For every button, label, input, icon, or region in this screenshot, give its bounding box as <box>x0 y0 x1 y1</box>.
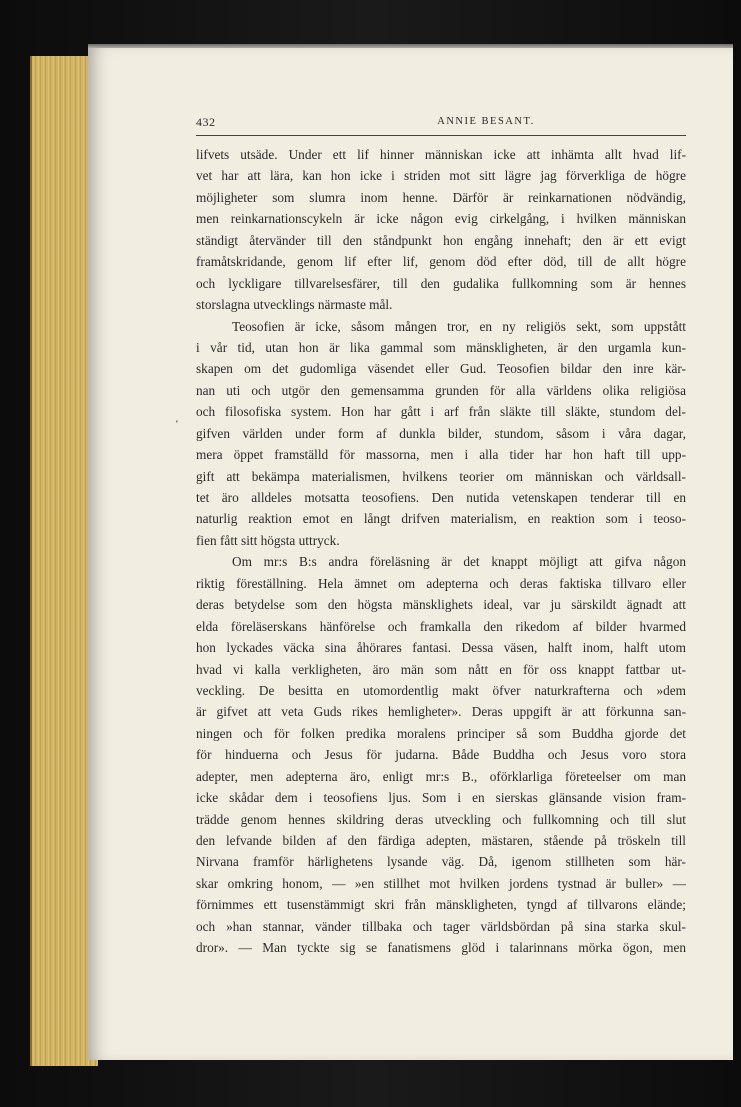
text-line: elda föreläserskans hänförelse och framkalla den rikedom af bilder hvarmed <box>196 618 686 634</box>
text-line: trädde genom hennes skildring deras utveckling och fullkomning och till slut <box>196 811 686 827</box>
text-line: Nirvana framför härlighetens lysande väg. Då, igenom stillheten som här- <box>196 854 686 870</box>
text-line: adepter, men adepterna äro, enligt mr:s B., oförklarliga företeelser om man <box>196 768 686 784</box>
text-line: fien fått sitt högsta uttryck. <box>196 532 340 548</box>
text-line: dror». — Man tyckte sig se fanatismens glöd i talarinnans mörka ögon, men <box>196 940 686 956</box>
text-line: deras betydelse som den högsta mänsklighets ideal, var ju särskildt ägnadt att <box>196 597 686 613</box>
text-line: hvad vi kalla verkligheten, äro män som nått en för oss knappt fattbar ut- <box>196 661 686 677</box>
text-line: Teosofien är icke, såsom mången tror, en ny religiös sekt, som uppstått <box>232 318 686 334</box>
text-line: mera öppet framställd för massorna, men i alla tider har hon haft till upp- <box>196 447 686 463</box>
text-line: och lyckligare tillvarelsesfärer, till den gudalika fullkomning som är hennes <box>196 275 686 291</box>
text-line: och filosofiska system. Hon har gått i arf från släkte till släkte, stundom del- <box>196 404 686 420</box>
text-line: men reinkarnationscykeln är icke någon evig cirkelgång, i hvilken människan <box>196 211 686 227</box>
text-line: icke skådar dem i teosofiens ljus. Som i en sierskas glänsande vision fram- <box>196 790 686 806</box>
text-line: veckling. De besitta en utomordentlig makt öfver naturkrafterna och »dem <box>196 682 686 698</box>
text-line: skapen om det gudomliga väsendet eller Gud. Teosofien bildar den inre kär- <box>196 361 686 377</box>
text-line: förnimmes ett tusenstämmigt skri från mänskligheten, tyngd af tillvarons elände; <box>196 897 686 913</box>
text-line: den lefvande bilden af den färdiga adepten, mästaren, stående på tröskeln till <box>196 833 686 848</box>
text-line: lifvets utsäde. Under ett lif hinner människan icke att inhämta allt hvad lif- <box>196 147 686 162</box>
text-line: riktig föreställning. Hela ämnet om adepterna och deras faktiska tillvaro eller <box>196 575 686 591</box>
text-line: möjligheter som slumra inom henne. Därför är reinkarnationen nödvändig, <box>196 189 686 205</box>
text-line: naturlig reaktion emot en långt drifven materialism, en reaktion som i teoso- <box>196 511 686 527</box>
text-line: är gifvet att veta Guds rikes hemligheter». Deras uppgift är att förkunna san- <box>196 704 686 720</box>
text-line: och »han stannar, vänder tillbaka och tager världsbördan på sina starka skul- <box>196 918 686 934</box>
page-number: 432 <box>196 115 216 129</box>
running-head: ANNIE BESANT. <box>437 116 535 127</box>
text-line: ningen och för folken predika moralens principer så som Buddha gjorde det <box>196 725 686 741</box>
text-line: Om mr:s B:s andra föreläsning är det knappt möjligt att gifva någon <box>232 554 686 570</box>
margin-mark: ‘ <box>175 418 179 430</box>
text-line: vet har att lära, kan hon icke i striden mot sitt lägre jag förverkliga de högre <box>196 168 686 184</box>
page-header <box>196 115 686 136</box>
text-line: storslagna utvecklings närmaste mål. <box>196 297 393 313</box>
text-line: skar omkring honom, — »en stillhet mot hvilken jordens tystnad är buller» — <box>196 875 686 891</box>
text-line: hon lyckades väcka sina åhörares fantasi. Dessa väsen, halft inom, halft utom <box>196 640 686 656</box>
text-line: för hinduerna och Jesus för judarna. Både Buddha och Jesus voro stora <box>196 747 686 763</box>
text-line: nan uti och utgör den gemensamma grunden för alla världens olika religiösa <box>196 382 686 398</box>
text-line: ständigt återvänder till den ståndpunkt hon engång innehaft; den är ett evigt <box>196 232 686 248</box>
body-text <box>196 144 686 959</box>
text-line: gifven världen under form af dunkla bilder, stundom, såsom i våra dagar, <box>196 425 686 441</box>
text-line: framåtskridande, genom lif efter lif, genom död efter död, till de allt högre <box>196 254 686 270</box>
text-line: tet äro alldeles motsatta teosofiens. Den nutida vetenskapen tenderar till en <box>196 490 686 505</box>
text-line: i vår tid, utan hon är lika gammal som mänskligheten, är den urgamla kun- <box>196 339 686 355</box>
text-line: gift att bekämpa materialismen, hvilkens teorier om människan och världsall- <box>196 468 686 484</box>
